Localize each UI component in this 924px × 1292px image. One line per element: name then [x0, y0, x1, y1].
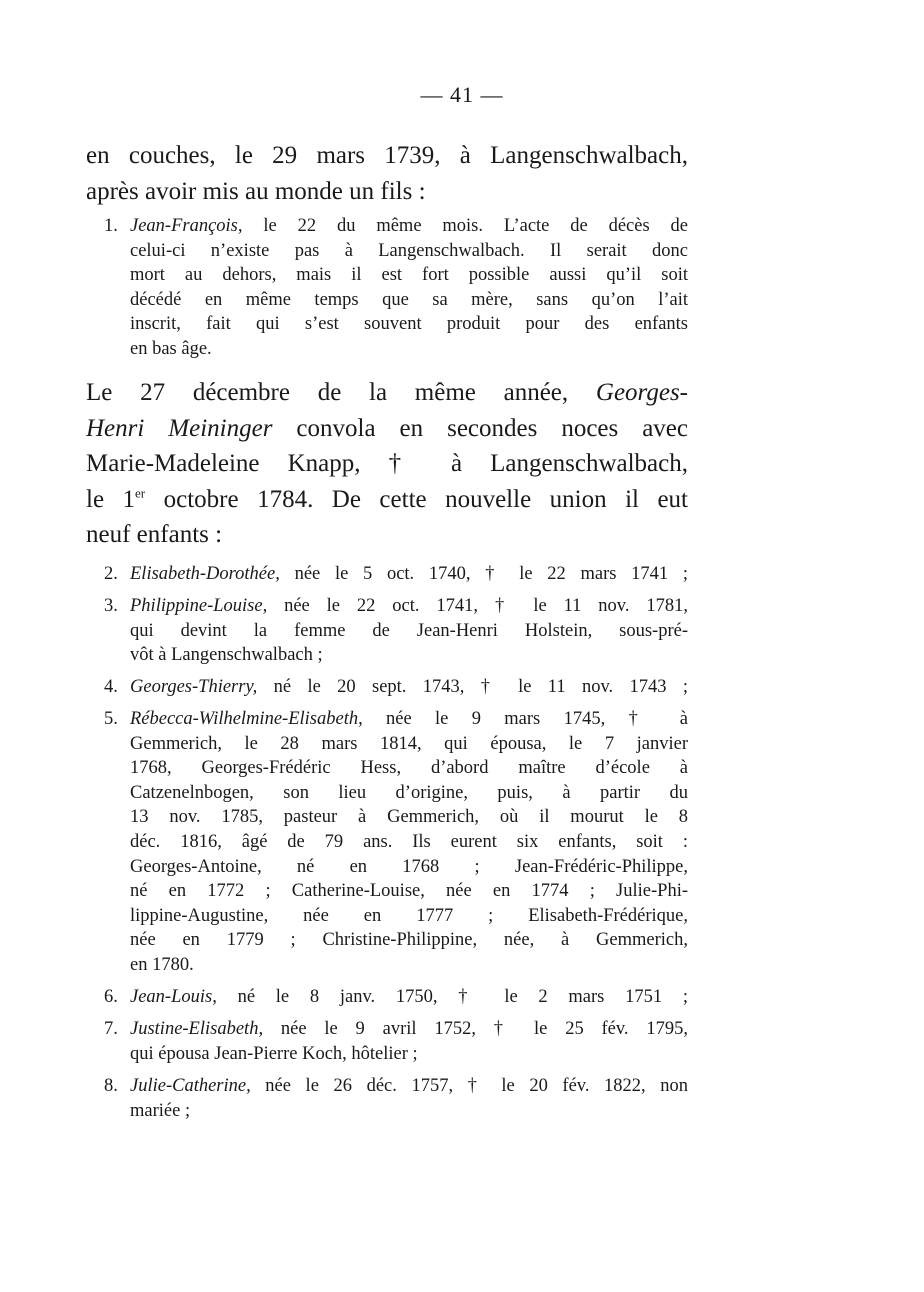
- list-item-line: né en 1772 ; Catherine-Louise, née en 1774 ; Julie-Phi-: [130, 881, 688, 902]
- list-item-text: le 22 du même mois. L’acte de décès de: [242, 216, 688, 236]
- list-item-first-line: [104, 1074, 688, 1099]
- list-item-first-line: [104, 707, 688, 732]
- list-item-text: né le 8 janv. 1750, † le 2 mars 1751 ;: [216, 987, 688, 1007]
- list-item-line: décédé en même temps que sa mère, sans qu’on l’ait: [130, 289, 688, 310]
- list-item-line: en 1780.: [130, 954, 194, 975]
- list-item-line: en bas âge.: [130, 338, 212, 359]
- list-item-first-line: [104, 562, 688, 587]
- list-item-line: mort au dehors, mais il est fort possible aussi qu’il soit: [130, 265, 688, 286]
- text-line: en couches, le 29 mars 1739, à Langenschwalbach,: [86, 142, 688, 169]
- child-name: Jean-François,: [130, 216, 243, 236]
- text-line: neuf enfants :: [86, 521, 223, 548]
- list-item-elisabeth-dorothee: [104, 562, 688, 587]
- text-segment: le 1: [86, 485, 136, 513]
- list-item-text: née le 9 avril 1752, † le 25 fév. 1795,: [263, 1019, 688, 1039]
- list-item-line: Catzenelnbogen, son lieu d’origine, puis, à partir du: [130, 782, 688, 803]
- list-item-georges-thierry: [104, 675, 688, 700]
- page-number: — 41 —: [420, 82, 504, 107]
- list-item-number: 6.: [104, 987, 118, 1007]
- list-item-first-line: [104, 985, 688, 1010]
- list-item-line: lippine-Augustine, née en 1777 ; Elisabeth-Frédérique,: [130, 905, 688, 926]
- text-line: après avoir mis au monde un fils :: [86, 177, 426, 205]
- list-item-number: 8.: [104, 1076, 118, 1096]
- list-item-line: qui devint la femme de Jean-Henri Holstein, sous-pré-: [130, 620, 688, 641]
- text-line: [86, 482, 688, 518]
- list-item-text: née le 9 mars 1745, † à: [362, 709, 688, 729]
- list-item-julie-catherine: [104, 1074, 688, 1123]
- list-item-line: mariée ;: [130, 1100, 191, 1121]
- superscript: er: [135, 485, 146, 501]
- child-name: Philippine-Louise,: [130, 596, 268, 616]
- child-name: Georges-Thierry,: [130, 677, 258, 697]
- person-name: Henri Meininger: [86, 414, 273, 442]
- list-item-first-line: [104, 1017, 688, 1042]
- list-item-philippine-louise: [104, 594, 688, 668]
- list-item-jean-francois: [104, 214, 688, 362]
- list-item-line: Georges-Antoine, né en 1768 ; Jean-Frédéric-Philippe,: [130, 856, 688, 877]
- list-item-first-line: [104, 675, 688, 700]
- list-item-justine-elisabeth: [104, 1017, 688, 1066]
- list-item-line: qui épousa Jean-Pierre Koch, hôtelier ;: [130, 1043, 418, 1064]
- child-name: Justine-Elisabeth,: [130, 1019, 264, 1039]
- text-segment: octobre 1784. De cette nouvelle union il eut: [145, 485, 688, 513]
- list-item-line: 13 nov. 1785, pasteur à Gemmerich, où il mourut le 8: [130, 807, 688, 828]
- list-item-line: déc. 1816, âgé de 79 ans. Ils eurent six enfants, soit :: [130, 831, 688, 852]
- list-item-number: 1.: [104, 216, 118, 236]
- list-item-text: née le 5 oct. 1740, † le 22 mars 1741 ;: [279, 564, 688, 584]
- list-item-text: née le 26 déc. 1757, † le 20 fév. 1822, non: [250, 1076, 688, 1096]
- second-marriage-paragraph: [86, 375, 688, 553]
- list-item-line: celui-ci n’existe pas à Langenschwalbach. Il serait donc: [130, 240, 688, 261]
- text-line: Marie-Madeleine Knapp, † à Langenschwalbach,: [86, 450, 688, 477]
- text-line: [86, 375, 688, 411]
- child-name: Elisabeth-Dorothée,: [130, 564, 280, 584]
- list-item-rebecca-wilhelmine-elisabeth: [104, 707, 688, 978]
- list-item-line: 1768, Georges-Frédéric Hess, d’abord maître d’école à: [130, 758, 688, 779]
- text-line: [86, 411, 688, 447]
- person-name: Georges-: [595, 379, 688, 406]
- list-item-text: né le 20 sept. 1743, † le 11 nov. 1743 ;: [257, 677, 688, 697]
- list-item-number: 4.: [104, 677, 118, 697]
- list-item-first-line: [104, 594, 688, 619]
- list-item-number: 2.: [104, 564, 118, 584]
- list-item-line: née en 1779 ; Christine-Philippine, née, à Gemmerich,: [130, 930, 688, 951]
- list-item-number: 7.: [104, 1019, 118, 1039]
- text-segment: Le 27 décembre de la même année,: [86, 379, 569, 406]
- child-name: Julie-Catherine,: [130, 1076, 251, 1096]
- child-name: Rébecca-Wilhelmine-Elisabeth,: [130, 709, 363, 729]
- list-item-line: vôt à Langenschwalbach ;: [130, 645, 323, 666]
- intro-paragraph: [86, 138, 688, 209]
- list-item-jean-louis: [104, 985, 688, 1010]
- list-item-line: inscrit, fait qui s’est souvent produit pour des enfants: [130, 314, 688, 335]
- list-item-number: 3.: [104, 596, 118, 616]
- list-item-number: 5.: [104, 709, 118, 729]
- list-item-first-line: [104, 214, 688, 239]
- child-name: Jean-Louis,: [130, 987, 217, 1007]
- list-item-line: Gemmerich, le 28 mars 1814, qui épousa, le 7 janvier: [130, 733, 688, 754]
- text-segment: convola en secondes noces avec: [296, 414, 688, 442]
- list-item-text: née le 22 oct. 1741, † le 11 nov. 1781,: [267, 596, 688, 616]
